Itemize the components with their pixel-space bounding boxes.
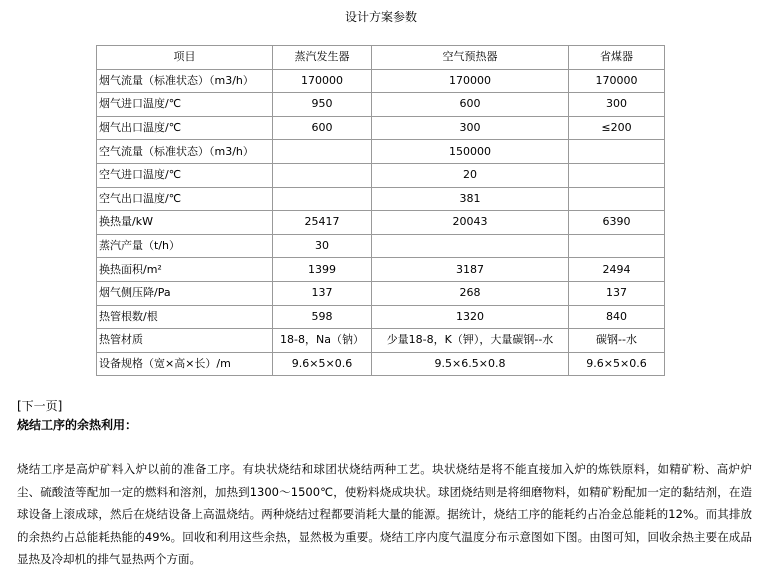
table-cell: 9.6×5×0.6 — [569, 352, 665, 376]
table-cell — [273, 163, 372, 187]
table-row — [97, 329, 665, 353]
table-cell: 600 — [273, 116, 372, 140]
table-row — [97, 234, 665, 258]
table-cell: 137 — [569, 281, 665, 305]
table-cell: 9.6×5×0.6 — [273, 352, 372, 376]
row-label: 烟气出口温度/℃ — [97, 116, 273, 140]
row-label: 设备规格（宽×高×长）/m — [97, 352, 273, 376]
table-cell: 1320 — [372, 305, 569, 329]
table-cell: 30 — [273, 234, 372, 258]
table-cell — [372, 234, 569, 258]
table-cell — [569, 234, 665, 258]
table-cell: 3187 — [372, 258, 569, 282]
table-cell: 碳钢--水 — [569, 329, 665, 353]
table-cell: 598 — [273, 305, 372, 329]
table-cell — [273, 140, 372, 164]
table-cell: 少量18-8，K（钾），大量碳钢--水 — [372, 329, 569, 353]
table-cell: 381 — [372, 187, 569, 211]
row-label: 烟气进口温度/℃ — [97, 93, 273, 117]
table-cell: ≤200 — [569, 116, 665, 140]
row-label: 换热量/kW — [97, 211, 273, 235]
body-paragraph: 烧结工序是高炉矿料入炉以前的准备工序。有块状烧结和球团状烧结两种工艺。块状烧结是将不能直接加入炉的炼铁原料，如精矿粉、高炉炉尘、硫酸渣等配加一定的燃料和溶剂，加热到1300～1500℃，使粉料烧成块状。球团烧结则是将细磨物料，如精矿粉配加一定的黏结剂，在造球设备上滚成球，然后在烧结设备上高温烧结。两种烧结过程都要消耗大量的能源。据统计，烧结工序的能耗约占冶金总能耗的12%。而其排放的余热约占总能耗热能的49%。回收和利用这些余热，显然极为重要。烧结工序内度气温度分布示意图如下图。由图可知，回收余热主要在成品显热及冷却机的排气显热两个方面。 — [17, 462, 752, 566]
row-label: 空气进口温度/℃ — [97, 163, 273, 187]
table-row — [97, 281, 665, 305]
row-label: 烟气侧压降/Pa — [97, 281, 273, 305]
table-cell: 25417 — [273, 211, 372, 235]
table-cell: 600 — [372, 93, 569, 117]
table-cell: 18-8，Na（钠） — [273, 329, 372, 353]
table-cell: 1399 — [273, 258, 372, 282]
design-parameters-table — [96, 45, 665, 376]
page-title: 设计方案参数 — [344, 10, 417, 24]
row-label: 热管根数/根 — [97, 305, 273, 329]
table-cell: 950 — [273, 93, 372, 117]
table-cell: 170000 — [569, 69, 665, 93]
table-cell: 840 — [569, 305, 665, 329]
table-cell: 137 — [273, 281, 372, 305]
table-row — [97, 93, 665, 117]
table-header-row — [97, 46, 665, 70]
table-row — [97, 211, 665, 235]
table-cell: 20 — [372, 163, 569, 187]
row-label: 蒸汽产量（t/h） — [97, 234, 273, 258]
table-cell: 2494 — [569, 258, 665, 282]
table-row — [97, 163, 665, 187]
table-row — [97, 305, 665, 329]
table-row — [97, 187, 665, 211]
table-cell: 170000 — [372, 69, 569, 93]
table-cell: 170000 — [273, 69, 372, 93]
table-row — [97, 69, 665, 93]
row-label: 热管材质 — [97, 329, 273, 353]
table-cell — [569, 187, 665, 211]
section-heading: 烧结工序的余热利用： — [17, 418, 138, 432]
table-row — [97, 116, 665, 140]
row-label: 换热面积/m² — [97, 258, 273, 282]
table-cell: 150000 — [372, 140, 569, 164]
table-cell — [569, 163, 665, 187]
table-cell: 6390 — [569, 211, 665, 235]
table-cell: 300 — [569, 93, 665, 117]
row-label: 烟气流量（标准状态）（m3/h） — [97, 69, 273, 93]
table-row — [97, 258, 665, 282]
row-label: 空气出口温度/℃ — [97, 187, 273, 211]
table-cell: 268 — [372, 281, 569, 305]
table-header-cell: 项目 — [97, 46, 273, 70]
table-cell: 300 — [372, 116, 569, 140]
table-row — [97, 352, 665, 376]
next-page-link[interactable]: [下一页] — [17, 399, 63, 413]
table-header-cell: 空气预热器 — [372, 46, 569, 70]
table-cell — [273, 187, 372, 211]
table-header-cell: 蒸汽发生器 — [273, 46, 372, 70]
table-cell — [569, 140, 665, 164]
table-row — [97, 140, 665, 164]
row-label: 空气流量（标准状态）（m3/h） — [97, 140, 273, 164]
table-cell: 9.5×6.5×0.8 — [372, 352, 569, 376]
table-cell: 20043 — [372, 211, 569, 235]
table-header-cell: 省煤器 — [569, 46, 665, 70]
